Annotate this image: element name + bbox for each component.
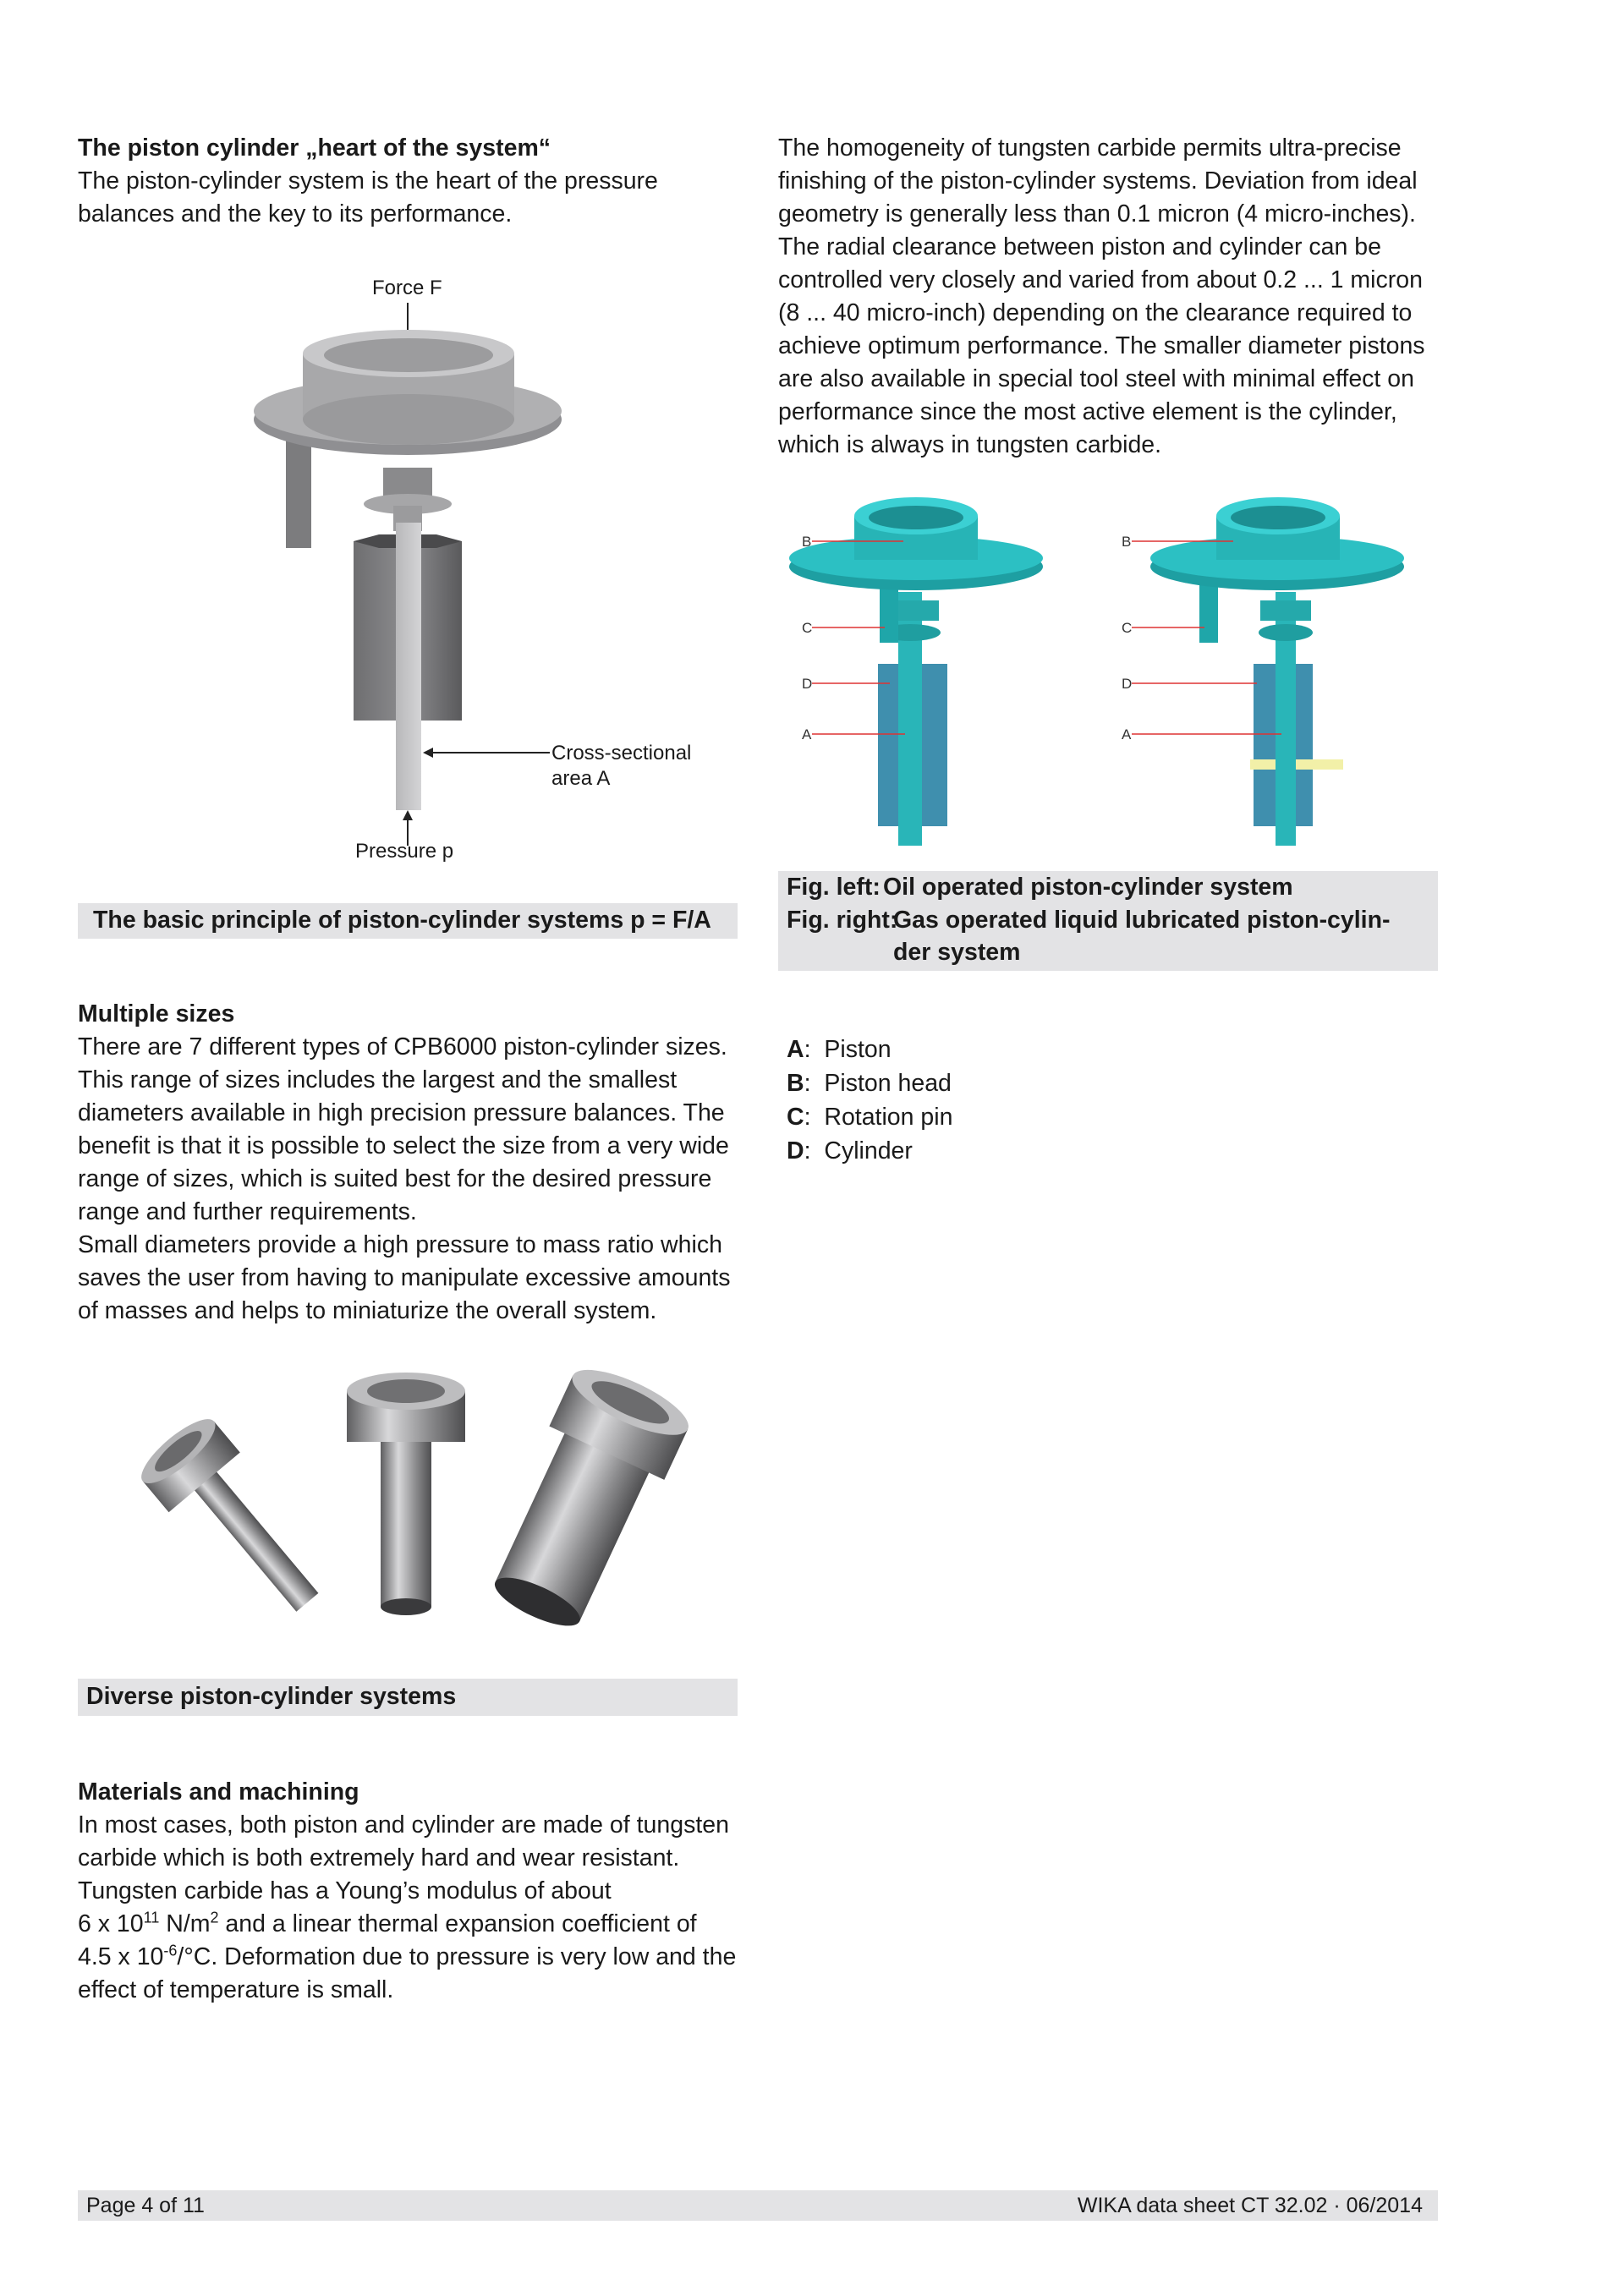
label-d-right: D <box>1122 676 1133 692</box>
materials-text-a: In most cases, both piston and cylinder are made of tungsten carbide which is both extremely hard and wear resistant. Tungsten carbide has a Young’s modulus of about <box>78 1811 729 1904</box>
materials-text-b1: 6 x 10 <box>78 1910 144 1937</box>
label-a-left: A <box>802 726 812 743</box>
figure-caption-diverse <box>78 1679 738 1716</box>
legend-item: D: Cylinder <box>787 1137 913 1164</box>
label-d-left: D <box>802 676 813 692</box>
large-piston-cylinder <box>474 1357 697 1642</box>
label-c-right: C <box>1122 620 1133 636</box>
page-footer <box>78 2190 1438 2221</box>
piston-cylinder-photo <box>110 1357 719 1645</box>
label-a-right: A <box>1122 726 1132 743</box>
label-b-left: B <box>802 534 812 550</box>
figure-caption-principle <box>78 903 738 939</box>
caption-right-value-1: Gas operated liquid lubricated piston-cylin- <box>893 907 1391 934</box>
area-label-line1: Cross-sectional <box>551 742 692 764</box>
medium-piston-cylinder <box>347 1373 465 1615</box>
materials-text-b2: N/m <box>159 1910 211 1937</box>
multiple-sizes-paragraph-1: There are 7 different types of CPB6000 piston-cylinder sizes. This range of sizes includes the largest and the smallest diameters available in high precision pressure balances. The benefit is that it is possible to select the size from a very wide range of sizes, which is suited best for the desired pressure range and further requirements. <box>78 1033 729 1225</box>
materials-text-c1: 4.5 x 10 <box>78 1943 164 1970</box>
caption-text: Diverse piston-cylinder systems <box>86 1683 457 1710</box>
legend-item: B: Piston head <box>787 1070 952 1097</box>
force-label: Force F <box>372 277 442 299</box>
label-c-left: C <box>802 620 813 636</box>
oil-operated-system <box>789 497 1043 846</box>
materials-exp-minus6: -6 <box>163 1942 178 1959</box>
caption-left-value: Oil operated piston-cylinder system <box>883 874 1293 901</box>
section-heading-materials: Materials and machining <box>78 1778 359 1806</box>
homogeneity-paragraph: The homogeneity of tungsten carbide permits ultra-precise finishing of the piston-cylinder systems. Deviation from ideal geometry is generally less than 0.1 micron (4 micro-inches). The radial clearance between piston and cylinder can be controlled very closely and varied from about 0.2 ... 1 micron (8 ... 40 micro-inch) depending on the clearance required to achieve optimum performance. The smaller diameter pistons are also available in special tool steel with minimal effect on performance since the most active element is the cylinder, which is always in tungsten carbide. <box>778 134 1425 458</box>
small-piston-cylinder <box>133 1410 342 1634</box>
figure-caption-oil-gas <box>778 871 1438 971</box>
materials-exp-2: 2 <box>210 1909 219 1926</box>
datasheet-ref: WIKA data sheet CT 32.02 · 06/2014 <box>1077 2194 1423 2217</box>
intro-paragraph: The piston-cylinder system is the heart of the pressure balances and the key to its performance. <box>78 167 658 227</box>
section-heading-multiple-sizes: Multiple sizes <box>78 1000 235 1027</box>
area-label-line2: area A <box>551 767 611 790</box>
lubrication-band <box>1250 759 1343 770</box>
caption-right-value-2: der system <box>893 939 1021 966</box>
legend-item: A: Piston <box>787 1036 892 1063</box>
piston-rod <box>396 523 421 810</box>
oil-gas-piston-diagram <box>787 490 1438 854</box>
multiple-sizes-paragraph-2: Small diameters provide a high pressure to mass ratio which saves the user from having to manipulate excessive amounts of masses and helps to miniaturize the overall system. <box>78 1231 731 1324</box>
materials-paragraph <box>78 1809 746 2007</box>
materials-exp-11: 11 <box>143 1909 160 1926</box>
gas-operated-system <box>1122 497 1404 846</box>
pressure-label: Pressure p <box>355 840 454 863</box>
caption-right-key: Fig. right: <box>787 907 898 934</box>
caption-left-key: Fig. left: <box>787 874 881 901</box>
legend-item: C: Rotation pin <box>787 1104 953 1131</box>
page-number: Page 4 of 11 <box>86 2194 205 2217</box>
label-b-right: B <box>1122 534 1132 550</box>
materials-text-c2: /°C. Deformation due to pressure is very low and the effect of temperature is small. <box>78 1943 737 2003</box>
materials-text-b3: and a linear thermal expansion coefficient of <box>218 1910 697 1937</box>
component-legend <box>787 1033 1210 1168</box>
piston-principle-diagram <box>245 269 736 869</box>
section-heading-piston-cylinder: The piston cylinder „heart of the system“ <box>78 134 551 162</box>
caption-text: The basic principle of piston-cylinder systems p = F/A <box>93 907 711 934</box>
